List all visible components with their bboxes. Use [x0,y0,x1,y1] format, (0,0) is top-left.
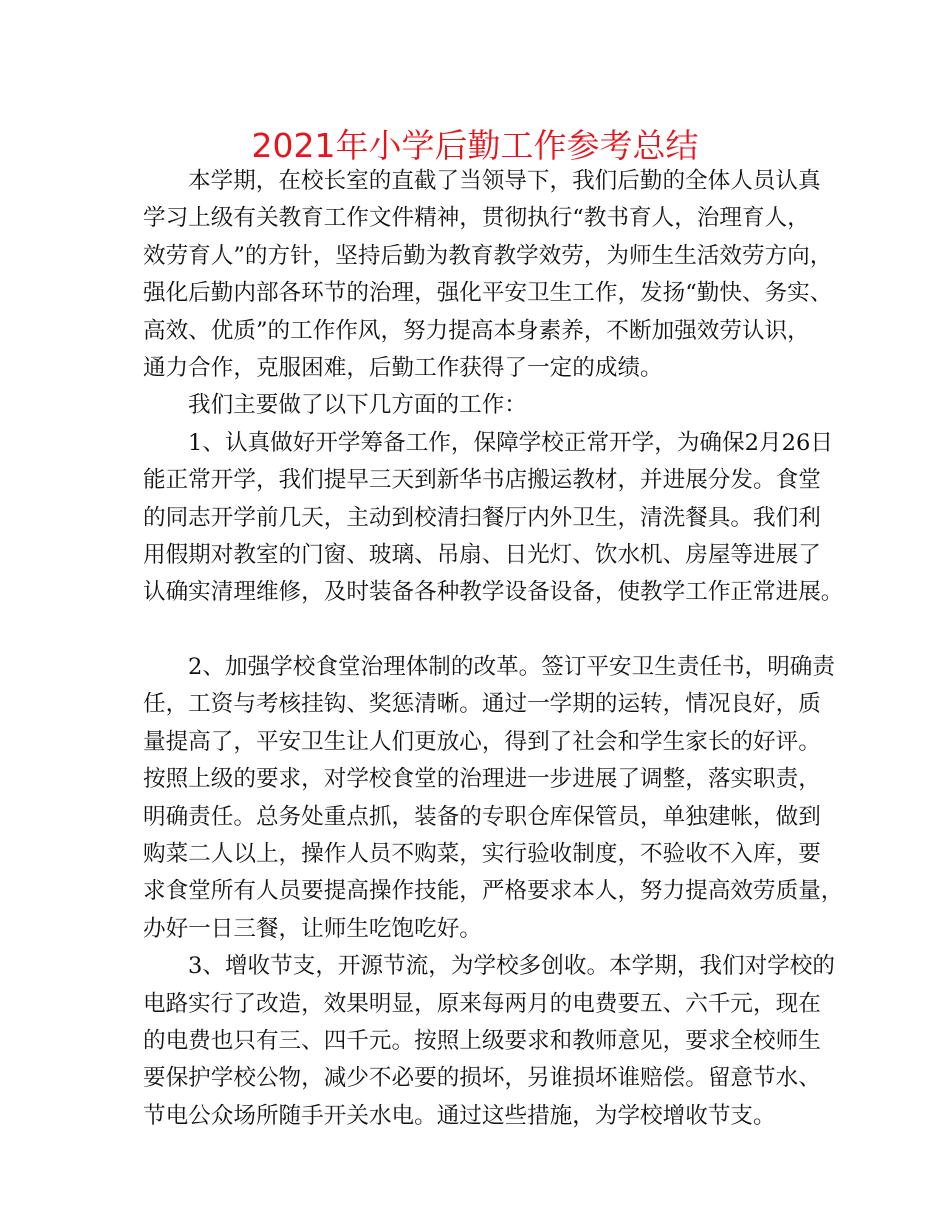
text-line: 能正常开学，我们提早三天到新华书店搬运教材，并进展分发。食堂 [143,467,821,494]
text-line: 用假期对教室的门窗、玻璃、吊扇、日光灯、饮水机、房屋等进展了 [143,541,821,568]
paragraph-item-3 [143,948,833,1135]
document-title: 2021年小学后勤工作参考总结 [251,126,699,165]
text-line: 求食堂所有人员要提高操作技能，严格要求本人，努力提高效劳质量， [143,878,844,905]
text-line: 通力合作，克服困难，后勤工作获得了一定的成绩。 [143,354,663,381]
text-line: 量提高了，平安卫生让人们更放心，得到了社会和学生家长的好评。 [143,728,821,755]
text-line: 2、加强学校食堂治理体制的改革。签订平安卫生责任书，明确责 [188,654,835,681]
paragraph-overview [143,387,833,424]
text-line: 强化后勤内部各环节的治理，强化平安卫生工作，发扬“勤快、务实、 [143,280,833,307]
paragraph-spacer [143,612,833,649]
paragraph-item-1 [143,425,844,612]
text-line: 高效、优质”的工作作风，努力提高本身素养，不断加强效劳认识， [143,317,810,344]
text-line: 办好一日三餐，让师生吃饱吃好。 [143,915,482,942]
paragraph-item-2 [143,649,844,948]
text-line: 节电公众场所随手开关水电。通过这些措施，为学校增收节支。 [143,1102,776,1129]
text-line: 本学期，在校长室的直截了当领导下，我们后勤的全体人员认真 [188,168,821,194]
text-line: 电路实行了改造，效果明显，原来每两月的电费要五、六千元，现在 [143,990,821,1017]
text-line: 我们主要做了以下几方面的工作： [188,392,527,419]
text-line: 购菜二人以上，操作人员不购菜，实行验收制度，不验收不入库，要 [143,841,821,868]
text-line: 任，工资与考核挂钩、奖惩清晰。通过一学期的运转，情况良好，质 [143,691,821,718]
document-body [143,163,844,1135]
text-line: 的同志开学前几天，主动到校清扫餐厅内外卫生，清洗餐具。我们利 [143,504,821,531]
text-line: 认确实清理维修，及时装备各种教学设备设备，使教学工作正常进展。 [143,579,844,606]
text-line: 按照上级的要求，对学校食堂的治理进一步进展了调整，落实职责， [143,766,821,793]
text-line: 1、认真做好开学筹备工作，保障学校正常开学，为确保2月26日 [188,429,833,456]
text-line: 效劳育人”的方针，坚持后勤为教育教学效劳，为师生生活效劳方向， [143,242,833,269]
text-line: 要保护学校公物，减少不必要的损坏，另谁损坏谁赔偿。留意节水、 [143,1065,821,1092]
text-line: 明确责任。总务处重点抓，装备的专职仓库保管员，单独建帐，做到 [143,803,821,830]
text-line: 的电费也只有三、四千元。按照上级要求和教师意见，要求全校师生 [143,1027,821,1054]
text-line: 学习上级有关教育工作文件精神，贯彻执行“教书育人，治理育人， [143,205,810,232]
text-line: 3、增收节支，开源节流，为学校多创收。本学期，我们对学校的 [188,953,835,980]
paragraph-intro [143,163,833,387]
